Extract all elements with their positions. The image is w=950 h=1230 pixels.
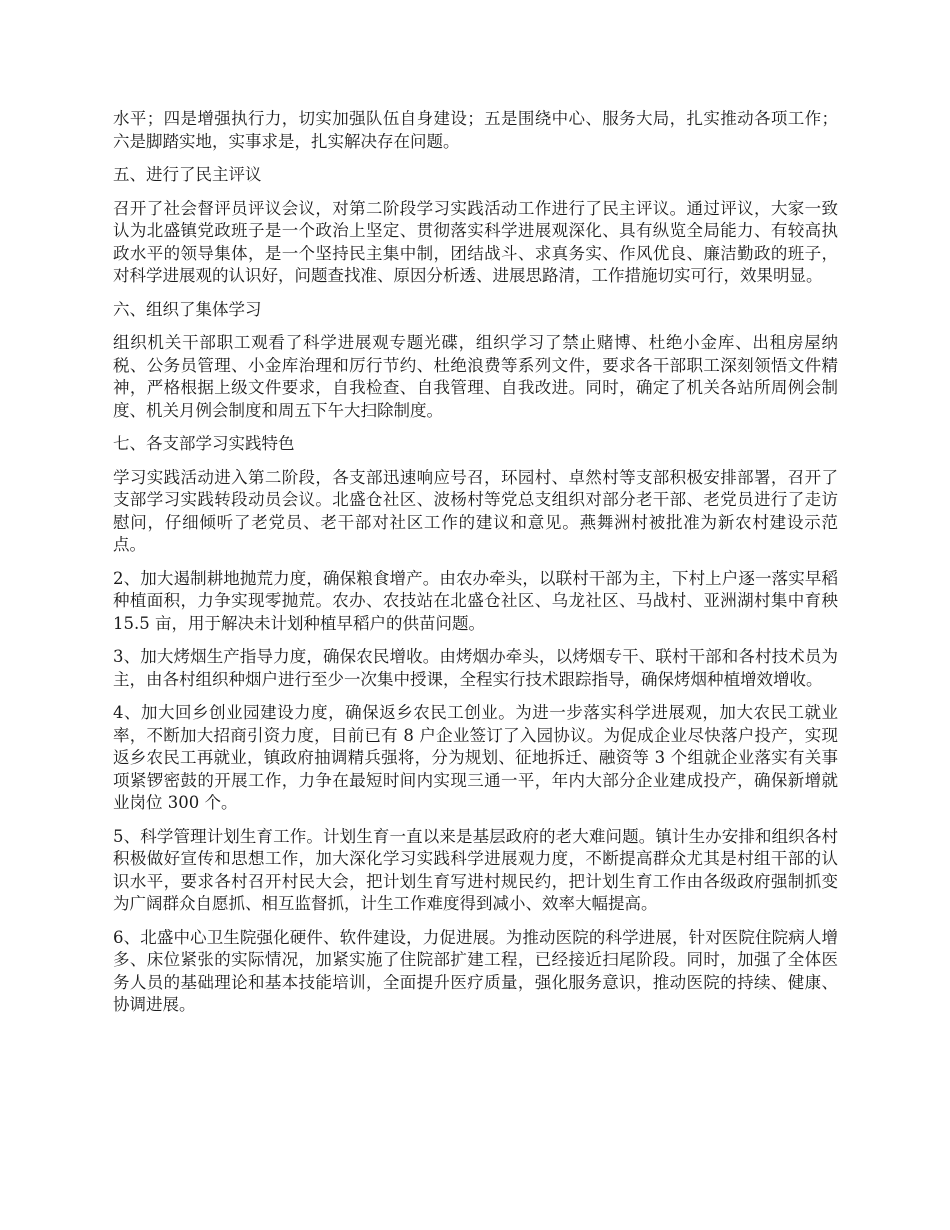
numbered-item-5: 5、科学管理计划生育工作。计划生育一直以来是基层政府的老大难问题。镇计生办安排和组织各村积极做好宣传和思想工作，加大深化学习实践科学进展观力度，不断提高群众尤其是村组干部的认识水平，要求各村召开村民大会，把计划生育写进村规民约，把计划生育工作由各级政府强制抓变为广阔群众自愿抓、相互监督抓，计生工作难度得到减小、效率大幅提高。 bbox=[113, 826, 838, 913]
paragraph-body: 召开了社会督评员评议会议，对第二阶段学习实践活动工作进行了民主评议。通过评议，大家一致认为北盛镇党政班子是一个政治上坚定、贯彻落实科学进展观深化、具有纵览全局能力、有较高执政水平的领导集体，是一个坚持民主集中制，团结战斗、求真务实、作风优良、廉洁勤政的班子，对科学进展观的认识好，问题查找准、原因分析透、进展思路清，工作措施切实可行，效果明显。 bbox=[113, 198, 838, 285]
section-heading-6: 六、组织了集体学习 bbox=[113, 299, 262, 319]
paragraph-body: 组织机关干部职工观看了科学进展观专题光碟，组织学习了禁止赌博、杜绝小金库、出租房屋纳税、公务员管理、小金库治理和厉行节约、杜绝浪费等系列文件，要求各干部职工深刻领悟文件精神，严格根据上级文件要求，自我检查、自我管理、自我改进。同时，确定了机关各站所周例会制度、机关月例会制度和周五下午大扫除制度。 bbox=[113, 333, 838, 420]
paragraph-body: 水平；四是增强执行力，切实加强队伍自身建设；五是围绕中心、服务大局，扎实推动各项工作；六是脚踏实地，实事求是，扎实解决存在问题。 bbox=[113, 109, 838, 151]
numbered-item-6: 6、北盛中心卫生院强化硬件、软件建设，力促进展。为推动医院的科学进展，针对医院住院病人增多、床位紧张的实际情况，加紧实施了住院部扩建工程，已经接近扫尾阶段。同时，加强了全体医务人员的基础理论和基本技能培训，全面提升医疗质量，强化服务意识，推动医院的持续、健康、协调进展。 bbox=[113, 927, 838, 1014]
document-page bbox=[113, 108, 838, 1028]
section-heading-5: 五、进行了民主评议 bbox=[113, 165, 262, 184]
paragraph-body: 学习实践活动进入第二阶段，各支部迅速响应号召，环园村、卓然村等支部积极安排部署，召开了支部学习实践转段动员会议。北盛仓社区、波杨村等党总支组织对部分老干部、老党员进行了走访慰问，仔细倾听了老党员、老干部对社区工作的建议和意见。燕舞洲村被批准为新农村建设示范点。 bbox=[113, 467, 838, 554]
section-heading-7: 七、各支部学习实践特色 bbox=[113, 434, 295, 453]
numbered-item-3: 3、加大烤烟生产指导力度，确保农民增收。由烤烟办牵头，以烤烟专干、联村干部和各村技术员为主，由各村组织种烟户进行至少一次集中授课，全程实行技术跟踪指导，确保烤烟种植增效增收。 bbox=[113, 647, 838, 689]
numbered-item-4: 4、加大回乡创业园建设力度，确保返乡农民工创业。为进一步落实科学进展观，加大农民工就业率，不断加大招商引资力度，目前已有 8 户企业签订了入园协议。为促成企业尽快落户投产，实现返乡农民工再就业，镇政府抽调精兵强将，分为规划、征地拆迁、融资等 3 个组就企业落实有关事项紧锣密鼓的开展工作，力争在最短时间内实现三通一平，年内大部分企业建成投产，确保新增就业岗位 300 个。 bbox=[113, 703, 838, 812]
numbered-item-2: 2、加大遏制耕地抛荒力度，确保粮食增产。由农办牵头，以联村干部为主，下村上户逐一落实早稻种植面积，力争实现零抛荒。农办、农技站在北盛仓社区、乌龙社区、马战村、亚洲湖村集中育秧 15.5 亩，用于解决未计划种植早稻户的供苗问题。 bbox=[113, 568, 838, 633]
